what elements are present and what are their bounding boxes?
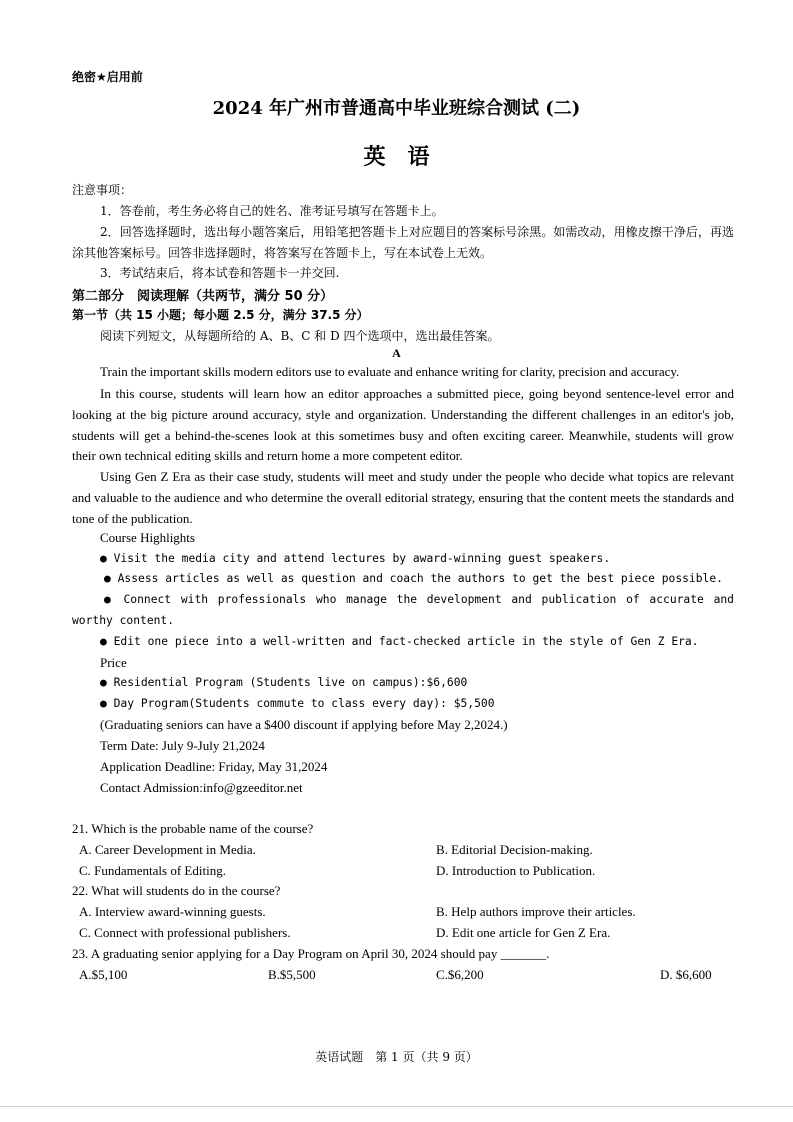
bullet-icon: ● bbox=[100, 635, 107, 648]
highlight-2 bbox=[104, 572, 723, 585]
passage-label: A bbox=[392, 346, 401, 360]
highlight-3 bbox=[104, 593, 734, 606]
term-date: Term Date: July 9-July 21,2024 bbox=[100, 738, 265, 753]
application-deadline: Application Deadline: Friday, May 31,2024 bbox=[100, 759, 328, 774]
exam-title: 2024 年广州市普通高中毕业班综合测试 (二) bbox=[212, 98, 581, 119]
option-22a: A. Interview award-winning guests. bbox=[79, 904, 266, 919]
highlight-text: Assess articles as well as question and coach the authors to get the best piece possible. bbox=[117, 572, 723, 585]
confidential-label: 绝密★启用前 bbox=[72, 70, 143, 84]
bullet-icon: ● bbox=[104, 572, 111, 585]
instruction: 阅读下列短文，从每题所给的 A、B、C 和 D 四个选项中，选出最佳答案。 bbox=[100, 329, 500, 343]
price-residential bbox=[100, 676, 467, 689]
highlight-4 bbox=[100, 635, 699, 648]
notice-item-1: 1．答卷前，考生务必将自己的姓名、准考证号填写在答题卡上。 bbox=[100, 204, 444, 218]
option-21c: C. Fundamentals of Editing. bbox=[79, 863, 226, 878]
option-21d: D. Introduction to Publication. bbox=[436, 863, 596, 878]
price-text: Day Program(Students commute to class every day): $5,500 bbox=[113, 697, 495, 710]
passage-paragraph-3: Using Gen Z Era as their case study, students will meet and study under the people who decide what topics are relevant and valuable to the audience and who determine the overall editorial strategy, ensuring that the content meets the standards and tone of the publication. bbox=[72, 469, 734, 526]
option-23d: D. $6,600 bbox=[660, 967, 712, 982]
subject-title: 英语 bbox=[363, 144, 452, 170]
section-title: 第一节（共 15 小题；每小题 2.5 分，满分 37.5 分） bbox=[72, 308, 369, 322]
bullet-icon: ● bbox=[104, 593, 114, 606]
option-22c: C. Connect with professional publishers. bbox=[79, 925, 291, 940]
page-footer: 英语试题 第 1 页（共 9 页） bbox=[315, 1050, 478, 1064]
bullet-icon: ● bbox=[100, 697, 107, 710]
bullet-icon: ● bbox=[100, 552, 107, 565]
highlight-text: Connect with professionals who manage the development and publication of accurate and bbox=[123, 593, 734, 606]
option-22d: D. Edit one article for Gen Z Era. bbox=[436, 925, 611, 940]
highlights-heading: Course Highlights bbox=[100, 530, 195, 545]
option-21a: A. Career Development in Media. bbox=[79, 842, 256, 857]
notice-heading: 注意事项： bbox=[72, 183, 133, 197]
highlight-3-continued: worthy content. bbox=[72, 614, 175, 627]
notice-item-2: 2．回答选择题时，选出每小题答案后，用铅笔把答题卡上对应题目的答案标号涂黑。如需改动，用橡皮擦干净后，再选涂其他答案标号。回答非选择题时，将答案写在答题卡上，写在本试卷上无效。 bbox=[72, 225, 734, 260]
option-21b: B. Editorial Decision-making. bbox=[436, 842, 593, 857]
bullet-icon: ● bbox=[100, 676, 107, 689]
passage-paragraph-1: Train the important skills modern editors use to evaluate and enhance writing for clarity, precision and accuracy. bbox=[100, 364, 680, 379]
highlight-text: Visit the media city and attend lectures by award-winning guest speakers. bbox=[113, 552, 611, 565]
notice-item-3: 3．考试结束后，将本试卷和答题卡一并交回. bbox=[100, 266, 340, 280]
option-23c: C.$6,200 bbox=[436, 967, 484, 982]
highlight-1 bbox=[100, 552, 610, 565]
question-21: 21. Which is the probable name of the course? bbox=[72, 821, 314, 836]
option-22b: B. Help authors improve their articles. bbox=[436, 904, 636, 919]
discount-note: (Graduating seniors can have a $400 discount if applying before May 2,2024.) bbox=[100, 717, 508, 732]
option-23b: B.$5,500 bbox=[268, 967, 316, 982]
highlight-text: Edit one piece into a well-written and fact-checked article in the style of Gen Z Era. bbox=[113, 635, 699, 648]
price-day bbox=[100, 697, 495, 710]
price-heading: Price bbox=[100, 655, 127, 670]
question-23: 23. A graduating senior applying for a Day Program on April 30, 2024 should pay _______. bbox=[72, 946, 550, 961]
page-bottom-divider bbox=[0, 1106, 793, 1107]
contact-admission: Contact Admission:info@gzeeditor.net bbox=[100, 780, 303, 795]
part-title: 第二部分 阅读理解（共两节，满分 50 分） bbox=[72, 289, 334, 304]
price-text: Residential Program (Students live on campus):$6,600 bbox=[113, 676, 468, 689]
option-23a: A.$5,100 bbox=[79, 967, 128, 982]
passage-paragraph-2: In this course, students will learn how an editor approaches a submitted piece, going beyond sentence-level error and looking at the big picture around accuracy, style and organization. Understanding the different challenges in an editor's job, students will get a behind-the-scenes look at this sometimes busy and often exciting career. Meanwhile, students will grow their own technical editing skills and return home a more competent editor. bbox=[72, 386, 734, 464]
question-22: 22. What will students do in the course? bbox=[72, 883, 281, 898]
